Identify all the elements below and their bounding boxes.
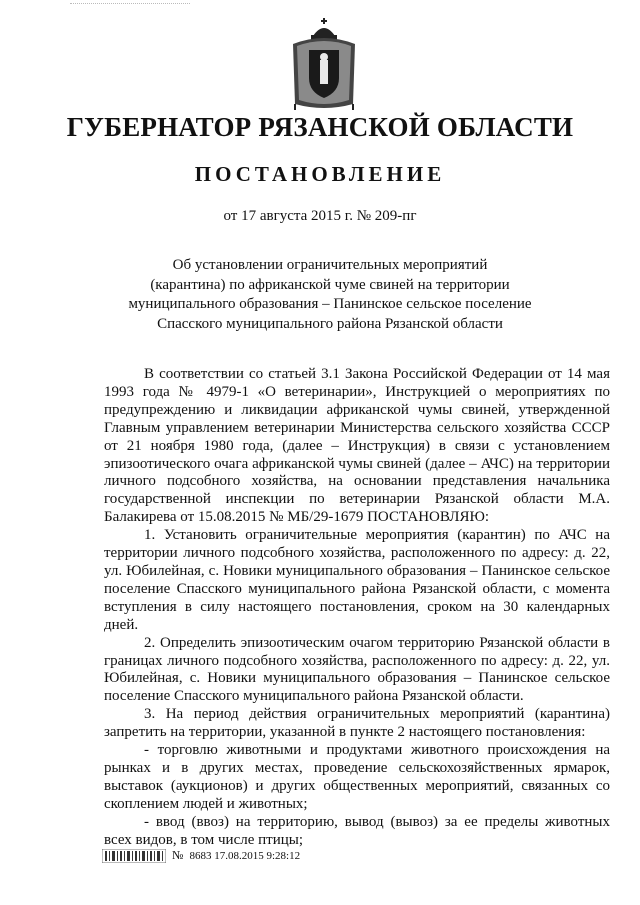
subject-line: (карантина) по африканской чуме свиней на территории xyxy=(150,276,510,293)
registration-footer xyxy=(102,848,300,863)
preamble-paragraph: В соответствии со статьей 3.1 Закона Российской Федерации от 14 мая 1993 года № 4979-1 «О ветеринарии», Инструкцией о мероприятиях по предупреждению и ликвидации африканской чумы свиней, утвержденной Главным управлением ветеринарии Министерства сельского хозяйства СССР от 21 ноября 1980 года, (далее – Инструкция) в связи с установлением эпизоотического очага африканской чумы свиней (далее – АЧС) на территории личного подсобного хозяйства, на основании представления начальника государственной инспекции по ветеринарии Рязанской области М.А. Балакирева от 15.08.2015 № МБ/29-1679 ПОСТАНОВЛЯЮ: xyxy=(104,366,610,526)
ryazan-coat-of-arms-icon xyxy=(287,16,361,112)
registration-mark: № xyxy=(172,848,184,862)
clause-2: 2. Определить эпизоотическим очагом территорию Рязанской области в границах личного подсобного хозяйства, расположенного по адресу: д. 22, ул. Юбилейная, с. Новики муниципального образования – Панинское сельское поселение Спасского муниципального района Рязанской области. xyxy=(104,634,610,705)
clause-1: 1. Установить ограничительные мероприятия (карантин) по АЧС на территории личного подсобного хозяйства, расположенного по адресу: д. 22, ул. Юбилейная, с. Новики муниципального образования – Панинское сельское поселение Спасского муниципального района Рязанской области, с момента вступления в силу настоящего постановления, сроком на 30 календарных дней. xyxy=(104,527,610,633)
scan-mark xyxy=(70,3,190,8)
subject-line: Об установлении ограничительных мероприятий xyxy=(172,257,488,273)
subject-line: муниципального образования – Панинское сельское поселение xyxy=(128,296,532,312)
clause-3: 3. На период действия ограничительных мероприятий (карантина) запретить на территории, указанной в пункте 2 настоящего постановления: xyxy=(104,706,610,741)
document-body xyxy=(104,366,610,849)
registration-stamp: 8683 17.08.2015 9:28:12 xyxy=(189,849,301,862)
document-subject xyxy=(120,256,540,334)
clause-3-dash-1: - торговлю животными и продуктами животного происхождения на рынках и в других местах, проведение сельскохозяйственных ярмарок, выставок (аукционов) и других общественных мероприятий, связанных со скоплением людей и животных; xyxy=(104,742,610,812)
subject-line: Спасского муниципального района Рязанской области xyxy=(157,315,503,332)
clause-3-dash-2: - ввод (ввоз) на территорию, вывод (вывоз) за ее пределы животных всех видов, в том числе птицы; xyxy=(104,813,610,848)
document-date-number: от 17 августа 2015 г. № 209-пг xyxy=(223,208,417,224)
barcode-icon xyxy=(102,849,166,863)
governor-title: ГУБЕРНАТОР РЯЗАНСКОЙ ОБЛАСТИ xyxy=(66,112,574,142)
document-type: ПОСТАНОВЛЕНИЕ xyxy=(194,162,446,186)
